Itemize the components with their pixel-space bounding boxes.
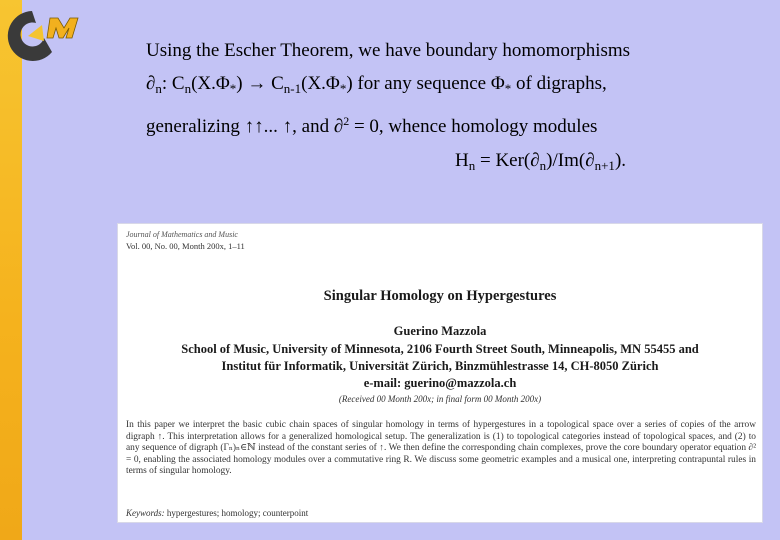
paper-title: Singular Homology on Hypergestures [323,288,557,304]
paper-keywords: Keywords: hypergestures; homology; counterpoint [126,508,309,518]
logo-icon [6,8,90,64]
slide-line-2: $\partial_n$: $C_n(X.\Phi_*) \to C_{n-1}(X.\Phi_*)$ for any sequence $\Phi_*$ of digraphs, [146,73,607,96]
author-email: e-mail: guerino@mazzola.ch [363,376,517,390]
slide-line-1: Using the Escher Theorem, we have boundary homomorphisms [146,40,631,61]
slide-line-3: generalizing ↑↑... ↑, and ∂$^2$ = 0, whence homology modules [146,114,598,137]
slide-body [146,34,766,143]
journal-volume: Vol. 00, No. 00, Month 200x, 1–11 [126,241,245,251]
paper-abstract: In this paper we interpret the basic cubic chain spaces of singular homology in terms of hypergestures in a topological space over a series of copies of the arrow digraph ↑. This interpretation allows for a generalized homological setup. The generalization is (1) to topological categories instead of topological spaces, and (2) to any sequence of digraph (Γₙ)ₙ∈ℕ instead of the constant series of ↑. We then define the corresponding chain complexes, prove the core boundary operator equation ∂² = 0, enabling the associated homology modules over a commutative ring R. We discuss some geometric examples and a musical one, interpreting contrapuntal rules in terms of singular homology. [126,420,756,476]
homology-formula: $H_n = Ker(\partial_n)/Im(\partial_{n+1})$. [455,150,627,173]
slide-sidebar-stripe [0,0,22,540]
journal-name: Journal of Mathematics and Music [126,230,238,239]
received-date: (Received 00 Month 200x; in final form 00 Month 200x) [338,394,542,404]
paper-screenshot [118,224,762,522]
paper-author: Guerino Mazzola [393,324,487,338]
affiliation-2: Institut für Informatik, Universität Zürich, Binzmühlestrasse 14, CH-8050 Zürich [221,359,659,373]
affiliation-1: School of Music, University of Minnesota, 2106 Fourth Street South, Minneapolis, MN 55455 and [181,342,699,356]
